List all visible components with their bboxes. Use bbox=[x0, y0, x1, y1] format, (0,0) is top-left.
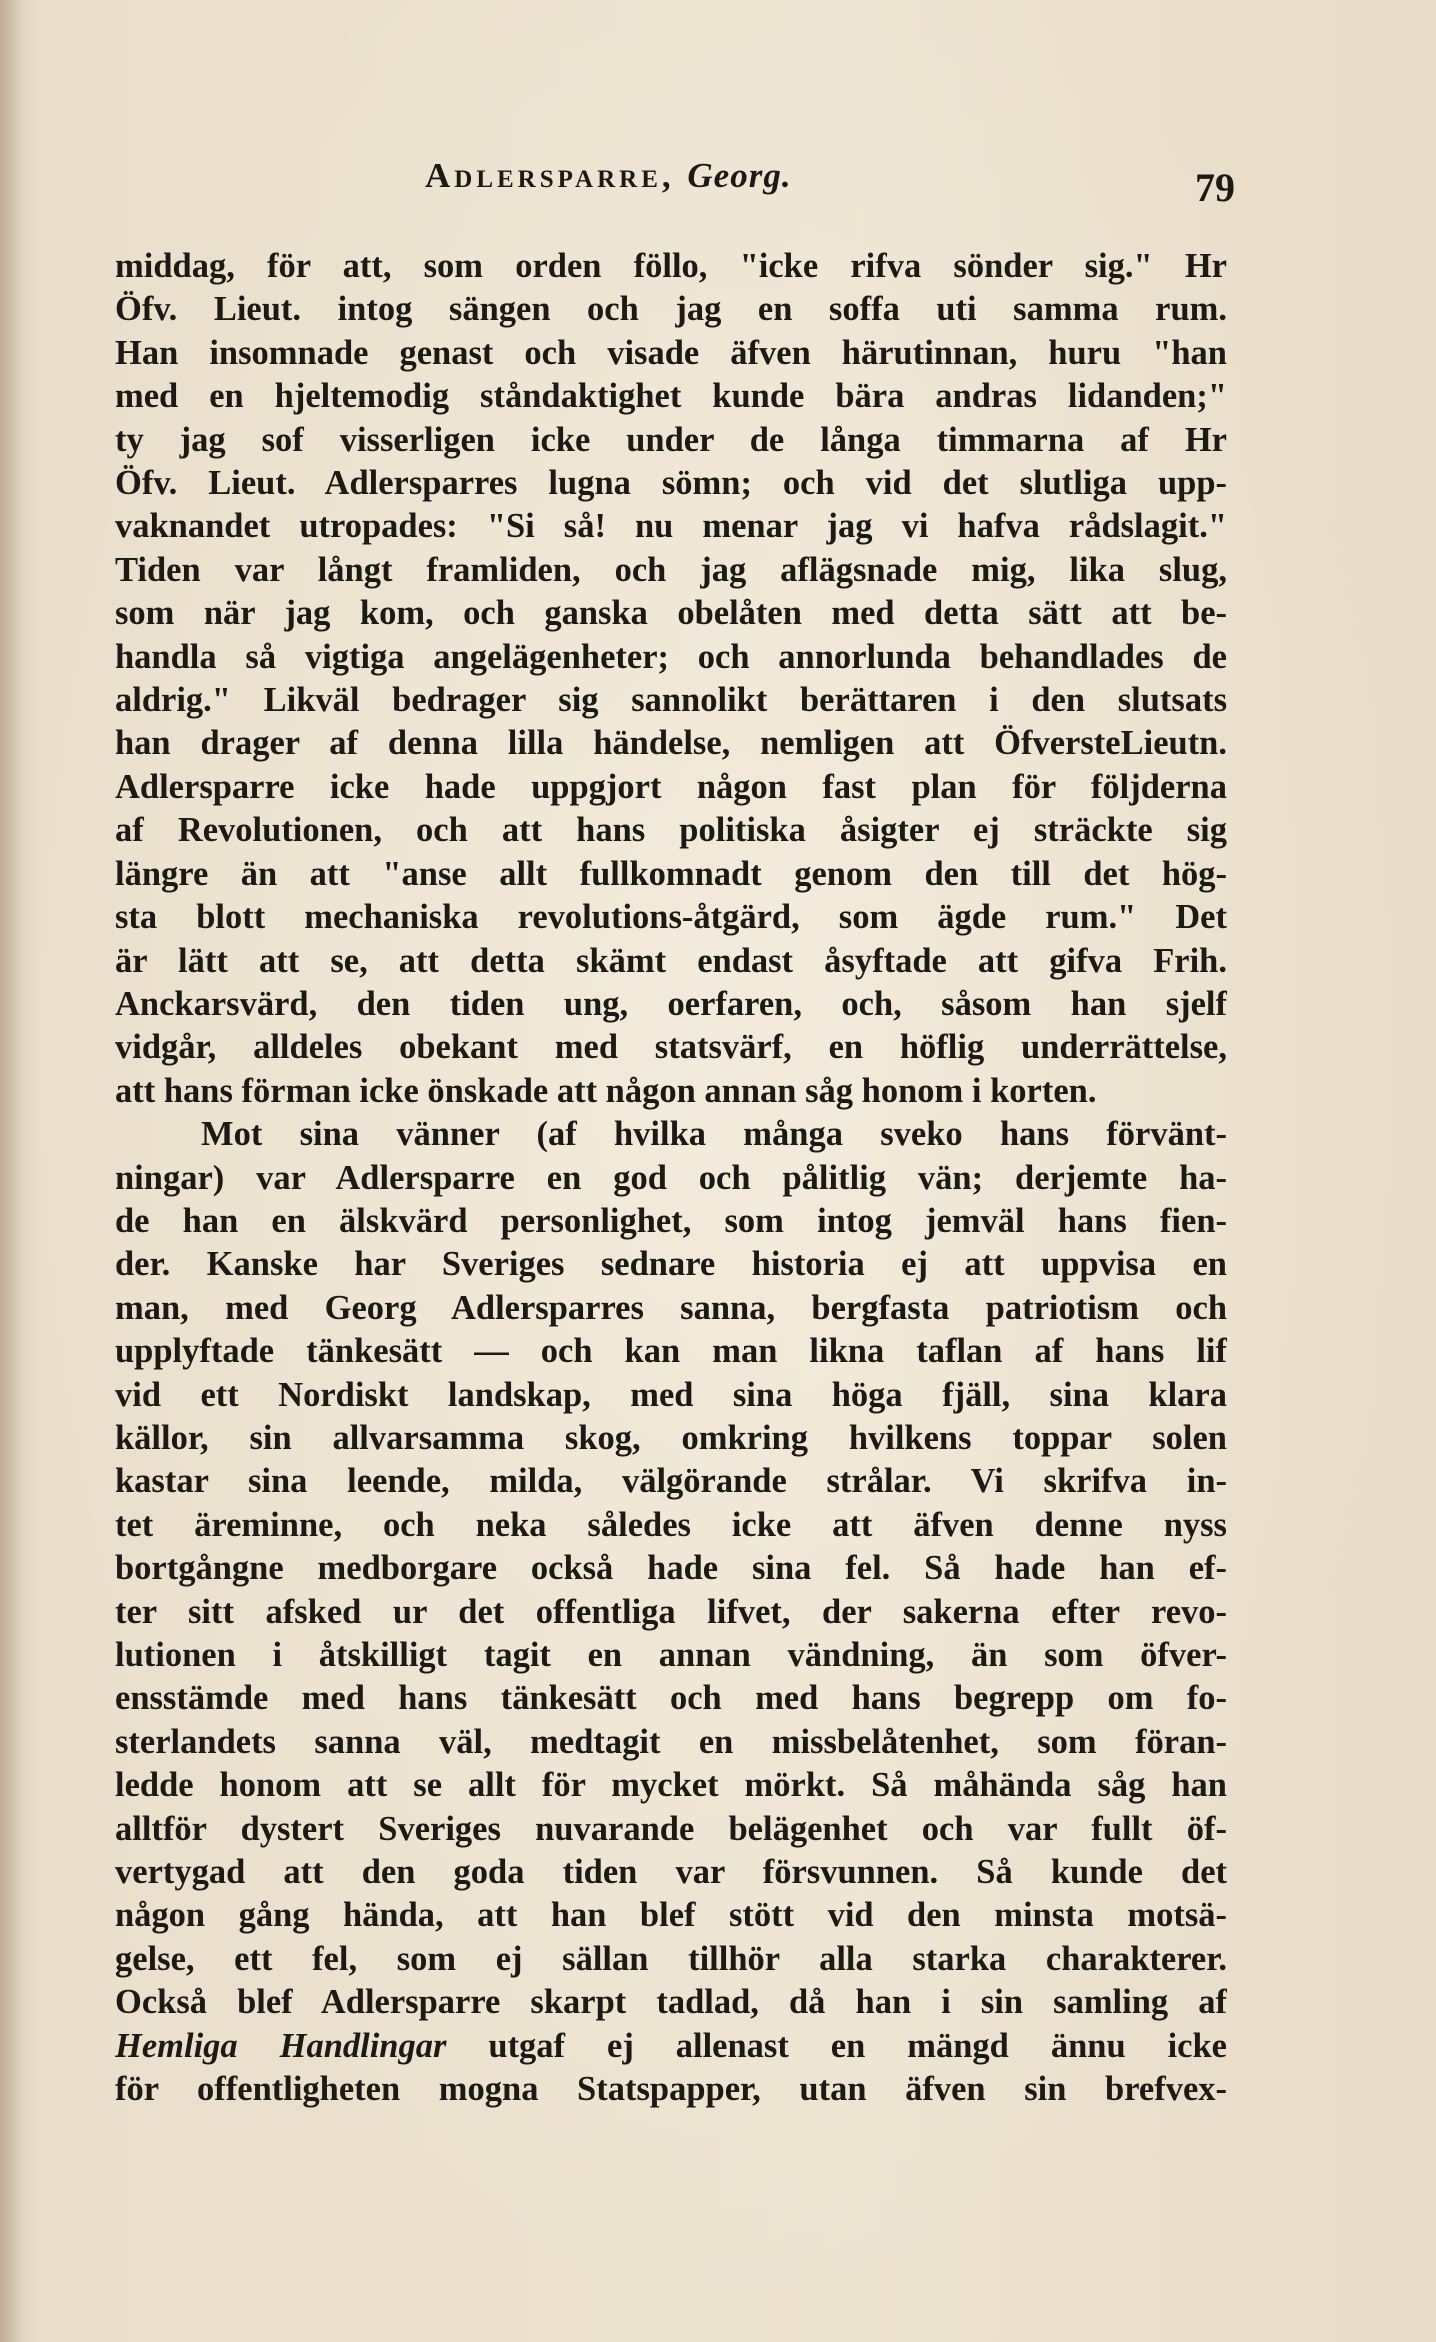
running-head bbox=[425, 156, 792, 196]
page-number: 79 bbox=[1195, 165, 1235, 210]
text-line: längre än att "anse allt fullkomnadt genom den till det hög- bbox=[115, 854, 1227, 893]
body-text bbox=[115, 245, 1227, 2111]
text-line: sta blott mechaniska revolutions-åtgärd, som ägde rum." Det bbox=[115, 898, 1227, 937]
text-line: tet äreminne, och neka således icke att äfven denne nyss bbox=[115, 1505, 1227, 1544]
text-line: han drager af denna lilla händelse, nemligen att ÖfversteLieutn. bbox=[115, 724, 1227, 763]
text-line: aldrig." Likväl bedrager sig sannolikt berättaren i den slutsats bbox=[115, 681, 1227, 720]
text-line: Han insomnade genast och visade äfven härutinnan, huru "han bbox=[115, 333, 1227, 372]
text-line: middag, för att, som orden föllo, "icke rifva sönder sig." Hr bbox=[115, 247, 1227, 285]
text-line: vid ett Nordiskt landskap, med sina höga fjäll, sina klara bbox=[115, 1375, 1227, 1414]
text-line: någon gång hända, att han blef stött vid den minsta motsä- bbox=[115, 1896, 1227, 1935]
text-line: Tiden var långt framliden, och jag aflägsnade mig, lika slug, bbox=[115, 550, 1227, 589]
page-gutter-shadow bbox=[0, 0, 22, 2342]
text-line: Adlersparre icke hade uppgjort någon fast plan för följderna bbox=[115, 767, 1227, 806]
text-line: bortgångne medborgare också hade sina fel. Så hade han ef- bbox=[115, 1549, 1227, 1588]
text-line: handla så vigtiga angelägenheter; och annorlunda behandlades de bbox=[115, 637, 1227, 676]
text-line: ningar) var Adlersparre en god och pålitlig vän; derjemte ha- bbox=[115, 1158, 1227, 1197]
page-header bbox=[425, 150, 1235, 210]
running-head-given-name: Georg. bbox=[687, 156, 792, 195]
text-line: med en hjeltemodig ståndaktighet kunde bära andras lidanden;" bbox=[115, 377, 1227, 416]
text-line: lutionen i åtskilligt tagit en annan vändning, än som öfver- bbox=[115, 1636, 1227, 1674]
paragraph-end-line: att hans förman icke önskade att någon annan såg honom i korten. bbox=[115, 1071, 1097, 1110]
book-title-hemliga-handlingar: Hemliga Handlingar bbox=[115, 2026, 447, 2065]
text-line: Öfv. Lieut. Adlersparres lugna sömn; och vid det slutliga upp- bbox=[115, 464, 1227, 503]
text-line: vertygad att den goda tiden var försvunnen. Så kunde det bbox=[115, 1853, 1227, 1892]
text-line: upplyftade tänkesätt — och kan man likna taflan af hans lif bbox=[115, 1332, 1227, 1371]
text-line: alltför dystert Sveriges nuvarande belägenhet och var fullt öf- bbox=[115, 1809, 1227, 1848]
text-line: vaknandet utropades: "Si så! nu menar jag vi hafva rådslagit." bbox=[115, 507, 1227, 546]
text-line: vidgår, alldeles obekant med statsvärf, en höflig underrättelse, bbox=[115, 1028, 1227, 1067]
text-line: de han en älskvärd personlighet, som intog jemväl hans fien- bbox=[115, 1201, 1227, 1240]
text-line-with-title bbox=[115, 2025, 1227, 2068]
text-line: Öfv. Lieut. intog sängen och jag en soffa uti samma rum. bbox=[115, 290, 1227, 329]
text-line: källor, sin allvarsamma skog, omkring hvilkens toppar solen bbox=[115, 1418, 1227, 1457]
text-line: ty jag sof visserligen icke under de långa timmarna af Hr bbox=[115, 420, 1227, 459]
text-line: man, med Georg Adlersparres sanna, bergfasta patriotism och bbox=[115, 1288, 1227, 1327]
running-head-surname: Adlersparre, bbox=[425, 156, 675, 195]
text-line: kastar sina leende, milda, välgörande strålar. Vi skrifva in- bbox=[115, 1462, 1227, 1501]
text-line: Också blef Adlersparre skarpt tadlad, då han i sin samling af bbox=[115, 1983, 1227, 2022]
text-line: för offentligheten mogna Statspapper, utan äfven sin brefvex- bbox=[115, 2070, 1227, 2109]
text-line: der. Kanske har Sveriges sednare historia ej att uppvisa en bbox=[115, 1245, 1227, 1284]
text-line: ensstämde med hans tänkesätt och med hans begrepp om fo- bbox=[115, 1679, 1227, 1718]
text-line-rest: utgaf ej allenast en mängd ännu icke bbox=[446, 2026, 1227, 2065]
text-line: sterlandets sanna väl, medtagit en missbelåtenhet, som föran- bbox=[115, 1722, 1227, 1761]
text-line: Anckarsvärd, den tiden ung, oerfaren, och, såsom han sjelf bbox=[115, 984, 1227, 1023]
text-line: ledde honom att se allt för mycket mörkt. Så måhända såg han bbox=[115, 1766, 1227, 1805]
text-line: af Revolutionen, och att hans politiska åsigter ej sträckte sig bbox=[115, 811, 1227, 850]
paragraph-start-line: Mot sina vänner (af hvilka många sveko hans förvänt- bbox=[201, 1115, 1227, 1154]
text-line: som när jag kom, och ganska obelåten med detta sätt att be- bbox=[115, 594, 1227, 633]
text-line: gelse, ett fel, som ej sällan tillhör alla starka charakterer. bbox=[115, 1939, 1227, 1978]
text-line: ter sitt afsked ur det offentliga lifvet, der sakerna efter revo- bbox=[115, 1592, 1227, 1631]
text-line: är lätt att se, att detta skämt endast åsyftade att gifva Frih. bbox=[115, 941, 1227, 980]
